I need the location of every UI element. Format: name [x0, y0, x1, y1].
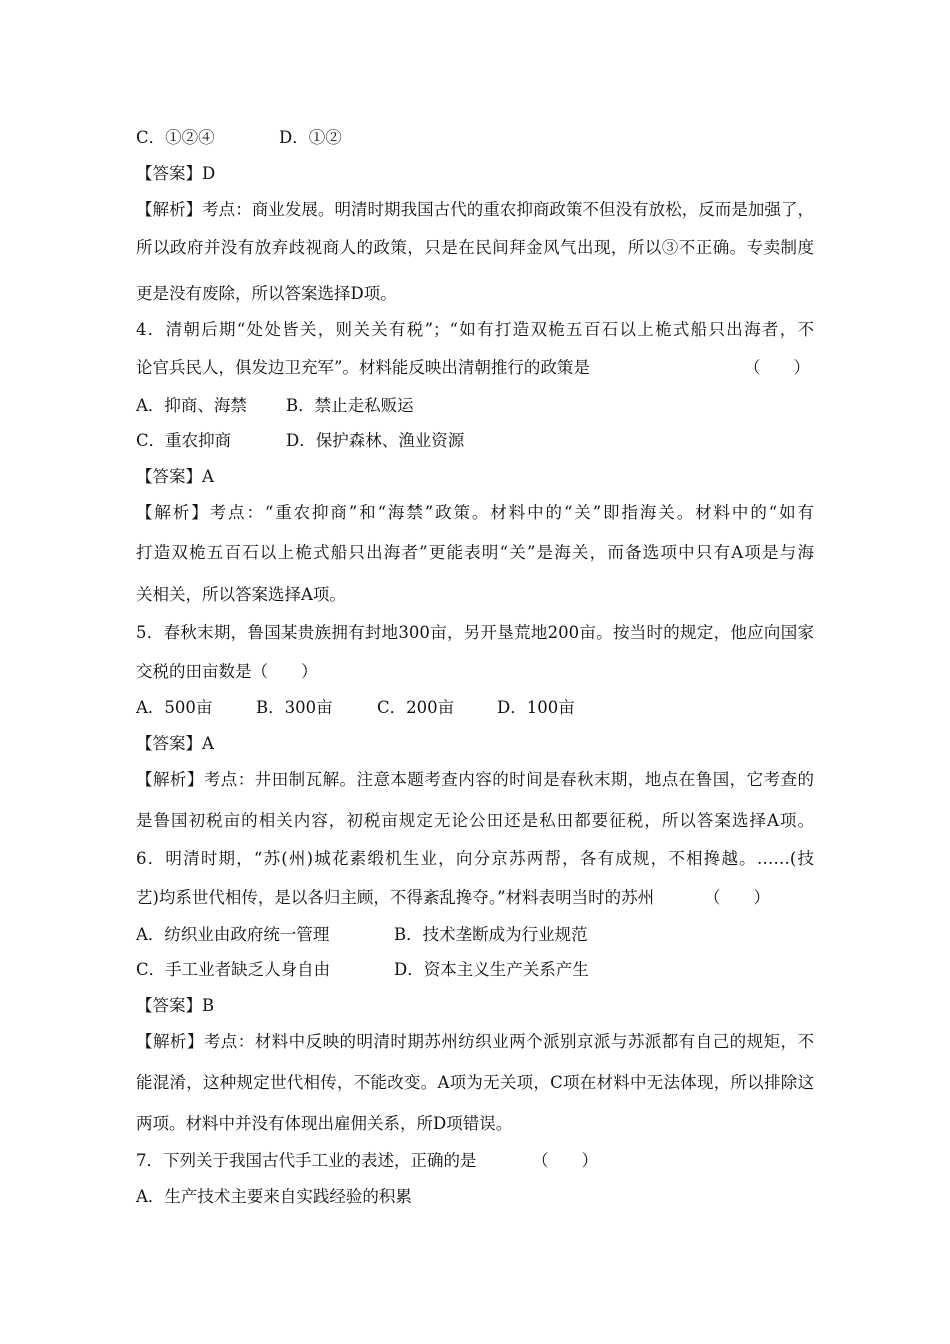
option-a: A．抑商、海禁	[136, 396, 247, 415]
option-c: C．手工业者缺乏人身自由	[136, 960, 331, 979]
analysis-line: 所以政府并没有放弃歧视商人的政策，只是在民间拜金风气出现，所以③不正确。专卖制度	[136, 238, 814, 257]
analysis-line: 是鲁国初税亩的相关内容，初税亩规定无论公田还是私田都要征税，所以答案选择A项。	[136, 811, 814, 830]
option-b: B．技术垄断成为行业规范	[394, 925, 588, 944]
option-d: D．①②	[279, 128, 342, 147]
option-b: B．300亩	[256, 698, 333, 717]
analysis-line: 关相关，所以答案选择A项。	[136, 585, 346, 604]
question-6-text: 艺)均系世代相传，是以各归主顾，不得紊乱搀夺。”材料表明当时的苏州	[136, 888, 655, 907]
question-7-text: 7．下列关于我国古代手工业的表述，正确的是	[136, 1151, 477, 1170]
answer-q4: 【答案】A	[136, 467, 214, 486]
options-line-q3	[136, 127, 814, 149]
options-line-q4	[136, 395, 814, 417]
option-c: C．重农抑商	[136, 431, 232, 450]
option-a: A．生产技术主要来自实践经验的积累	[136, 1187, 412, 1206]
question-6-line	[136, 887, 814, 909]
analysis-line: 能混淆，这种规定世代相传，不能改变。A项为无关项，C项在材料中无法体现，所以排除这	[136, 1073, 814, 1092]
answer-blank: （ ）	[744, 358, 810, 377]
question-7-line	[136, 1150, 814, 1172]
question-4-text: 论官兵民人，俱发边卫充军”。材料能反映出清朝推行的政策是	[136, 358, 590, 377]
option-a: A．纺织业由政府统一管理	[136, 925, 330, 944]
question-4-line: 4．清朝后期“处处皆关，则关关有税”；“如有打造双桅五百石以上桅式船只出海者，不	[136, 320, 814, 339]
option-d: D．保护森林、渔业资源	[286, 431, 465, 450]
option-c: C．200亩	[377, 698, 455, 717]
options-line-q6	[136, 924, 814, 946]
analysis-line: 打造双桅五百石以上桅式船只出海者”更能表明“关”是海关，而备选项中只有A项是与海	[136, 543, 814, 562]
option-d: D．100亩	[497, 698, 575, 717]
analysis-line: 【解析】考点：井田制瓦解。注意本题考查内容的时间是春秋末期，地点在鲁国，它考查的	[136, 770, 814, 789]
options-line-q5	[136, 697, 814, 719]
answer-q3: 【答案】D	[136, 164, 216, 183]
question-5-line: 交税的田亩数是（ ）	[136, 662, 318, 681]
options-line-q6	[136, 959, 814, 981]
option-a: A．500亩	[136, 698, 213, 717]
option-d: D．资本主义生产关系产生	[394, 960, 589, 979]
question-4-line	[136, 357, 814, 379]
question-6-line: 6．明清时期，“苏(州)城花素缎机生业，向分京苏两帮，各有成规，不相搀越。……(技	[136, 849, 814, 868]
option-c: C．①②④	[136, 128, 215, 147]
question-5-line: 5．春秋末期，鲁国某贵族拥有封地300亩，另开垦荒地200亩。按当时的规定，他应向国家	[136, 623, 814, 642]
analysis-line: 【解析】考点：商业发展。明清时期我国古代的重农抑商政策不但没有放松，反而是加强了，	[136, 200, 814, 219]
analysis-line: 【解析】考点：材料中反映的明清时期苏州纺织业两个派别京派与苏派都有自己的规矩，不	[136, 1032, 814, 1051]
analysis-line: 更是没有废除，所以答案选择D项。	[136, 284, 397, 303]
answer-blank: （ ）	[532, 1151, 598, 1170]
option-b: B．禁止走私贩运	[286, 396, 414, 415]
analysis-line: 【解析】考点：“重农抑商”和“海禁”政策。材料中的“关”即指海关。材料中的“如有	[136, 503, 814, 522]
answer-q5: 【答案】A	[136, 734, 214, 753]
answer-q6: 【答案】B	[136, 996, 215, 1015]
answer-blank: （ ）	[704, 888, 770, 907]
analysis-line: 两项。材料中并没有体现出雇佣关系，所D项错误。	[136, 1114, 513, 1133]
options-line-q4	[136, 430, 814, 452]
